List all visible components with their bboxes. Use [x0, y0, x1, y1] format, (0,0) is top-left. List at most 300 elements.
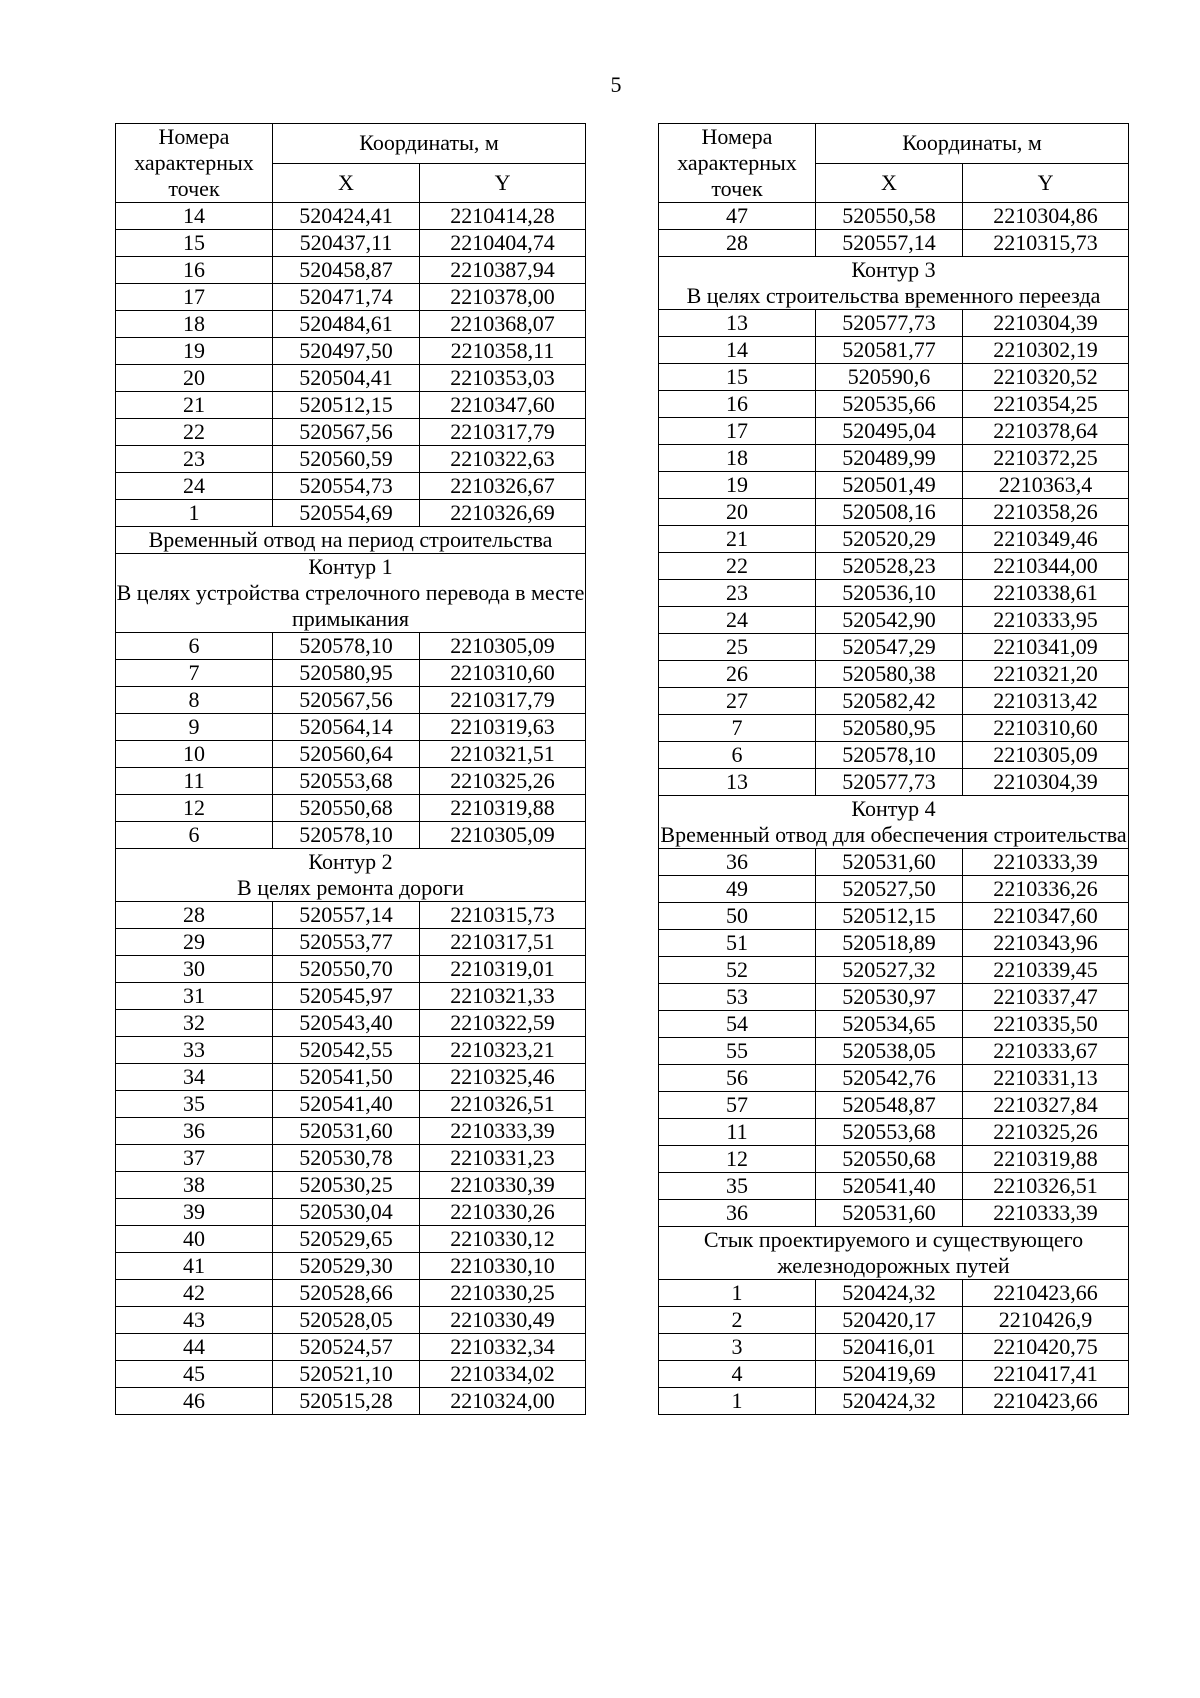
- table-row: [659, 526, 1129, 553]
- table-row: [116, 1307, 586, 1334]
- point-number-cell: 43: [116, 1307, 273, 1334]
- y-coordinate-cell: 2210325,26: [420, 768, 586, 795]
- table-row: [659, 418, 1129, 445]
- table-body-left: [116, 203, 586, 1415]
- y-coordinate-cell: 2210310,60: [420, 660, 586, 687]
- point-number-cell: 16: [116, 257, 273, 284]
- x-coordinate-cell: 520530,97: [816, 984, 963, 1011]
- header-point-numbers: Номера характерных точек: [116, 124, 273, 203]
- x-coordinate-cell: 520560,59: [273, 446, 420, 473]
- point-number-cell: 16: [659, 391, 816, 418]
- point-number-cell: 35: [116, 1091, 273, 1118]
- x-coordinate-cell: 520534,65: [816, 1011, 963, 1038]
- table-row: [659, 1388, 1129, 1415]
- y-coordinate-cell: 2210337,47: [963, 984, 1129, 1011]
- x-coordinate-cell: 520424,32: [816, 1388, 963, 1415]
- table-row: [116, 1064, 586, 1091]
- table-row: [116, 741, 586, 768]
- x-coordinate-cell: 520508,16: [816, 499, 963, 526]
- point-number-cell: 28: [659, 230, 816, 257]
- y-coordinate-cell: 2210333,67: [963, 1038, 1129, 1065]
- table-row: [116, 983, 586, 1010]
- y-coordinate-cell: 2210310,60: [963, 715, 1129, 742]
- x-coordinate-cell: 520538,05: [816, 1038, 963, 1065]
- y-coordinate-cell: 2210305,09: [420, 633, 586, 660]
- x-coordinate-cell: 520521,10: [273, 1361, 420, 1388]
- table-row: [659, 1092, 1129, 1119]
- x-coordinate-cell: 520416,01: [816, 1334, 963, 1361]
- y-coordinate-cell: 2210330,25: [420, 1280, 586, 1307]
- table-row: [116, 687, 586, 714]
- table-row: [659, 930, 1129, 957]
- point-number-cell: 36: [116, 1118, 273, 1145]
- y-coordinate-cell: 2210426,9: [963, 1307, 1129, 1334]
- table-row: [659, 445, 1129, 472]
- x-coordinate-cell: 520504,41: [273, 365, 420, 392]
- x-coordinate-cell: 520529,65: [273, 1226, 420, 1253]
- y-coordinate-cell: 2210330,12: [420, 1226, 586, 1253]
- point-number-cell: 26: [659, 661, 816, 688]
- y-coordinate-cell: 2210326,51: [963, 1173, 1129, 1200]
- table-row: [659, 364, 1129, 391]
- y-coordinate-cell: 2210325,46: [420, 1064, 586, 1091]
- table-row: [116, 1388, 586, 1415]
- point-number-cell: 4: [659, 1361, 816, 1388]
- table-body-right: [659, 203, 1129, 1415]
- point-number-cell: 8: [116, 687, 273, 714]
- y-coordinate-cell: 2210358,26: [963, 499, 1129, 526]
- point-number-cell: 40: [116, 1226, 273, 1253]
- point-number-cell: 15: [659, 364, 816, 391]
- header-y: Y: [420, 163, 586, 203]
- header-x: X: [816, 163, 963, 203]
- x-coordinate-cell: 520550,58: [816, 203, 963, 230]
- y-coordinate-cell: 2210341,09: [963, 634, 1129, 661]
- table-row: [659, 472, 1129, 499]
- point-number-cell: 27: [659, 688, 816, 715]
- point-number-cell: 14: [116, 203, 273, 230]
- point-number-cell: 36: [659, 849, 816, 876]
- table-row: [659, 499, 1129, 526]
- point-number-cell: 44: [116, 1334, 273, 1361]
- point-number-cell: 54: [659, 1011, 816, 1038]
- point-number-cell: 42: [116, 1280, 273, 1307]
- x-coordinate-cell: 520529,30: [273, 1253, 420, 1280]
- x-coordinate-cell: 520501,49: [816, 472, 963, 499]
- table-row: [659, 1280, 1129, 1307]
- y-coordinate-cell: 2210334,02: [420, 1361, 586, 1388]
- point-number-cell: 38: [116, 1172, 273, 1199]
- x-coordinate-cell: 520458,87: [273, 257, 420, 284]
- x-coordinate-cell: 520577,73: [816, 769, 963, 796]
- y-coordinate-cell: 2210349,46: [963, 526, 1129, 553]
- table-row: [116, 311, 586, 338]
- y-coordinate-cell: 2210353,03: [420, 365, 586, 392]
- point-number-cell: 21: [659, 526, 816, 553]
- table-row: [659, 876, 1129, 903]
- x-coordinate-cell: 520580,95: [816, 715, 963, 742]
- y-coordinate-cell: 2210333,39: [963, 849, 1129, 876]
- y-coordinate-cell: 2210321,33: [420, 983, 586, 1010]
- table-row: [659, 1146, 1129, 1173]
- table-row: [116, 392, 586, 419]
- point-number-cell: 31: [116, 983, 273, 1010]
- y-coordinate-cell: 2210420,75: [963, 1334, 1129, 1361]
- table-row: [659, 203, 1129, 230]
- section-row: [659, 796, 1129, 849]
- y-coordinate-cell: 2210322,63: [420, 446, 586, 473]
- y-coordinate-cell: 2210320,52: [963, 364, 1129, 391]
- point-number-cell: 1: [659, 1388, 816, 1415]
- y-coordinate-cell: 2210335,50: [963, 1011, 1129, 1038]
- table-row: [116, 1172, 586, 1199]
- y-coordinate-cell: 2210404,74: [420, 230, 586, 257]
- table-row: [659, 1011, 1129, 1038]
- x-coordinate-cell: 520420,17: [816, 1307, 963, 1334]
- x-coordinate-cell: 520554,73: [273, 473, 420, 500]
- x-coordinate-cell: 520541,50: [273, 1064, 420, 1091]
- table-row: [116, 1145, 586, 1172]
- table-row: [116, 1334, 586, 1361]
- point-number-cell: 29: [116, 929, 273, 956]
- y-coordinate-cell: 2210347,60: [420, 392, 586, 419]
- x-coordinate-cell: 520484,61: [273, 311, 420, 338]
- y-coordinate-cell: 2210330,26: [420, 1199, 586, 1226]
- point-number-cell: 9: [116, 714, 273, 741]
- x-coordinate-cell: 520545,97: [273, 983, 420, 1010]
- x-coordinate-cell: 520518,89: [816, 930, 963, 957]
- y-coordinate-cell: 2210363,4: [963, 472, 1129, 499]
- point-number-cell: 36: [659, 1200, 816, 1227]
- section-row: [116, 849, 586, 902]
- point-number-cell: 49: [659, 876, 816, 903]
- table-row: [116, 230, 586, 257]
- table-row: [659, 688, 1129, 715]
- x-coordinate-cell: 520515,28: [273, 1388, 420, 1415]
- table-row: [659, 634, 1129, 661]
- section-title: Временный отвод на период строительства: [116, 527, 586, 554]
- y-coordinate-cell: 2210343,96: [963, 930, 1129, 957]
- point-number-cell: 24: [116, 473, 273, 500]
- y-coordinate-cell: 2210330,10: [420, 1253, 586, 1280]
- point-number-cell: 14: [659, 337, 816, 364]
- x-coordinate-cell: 520550,68: [273, 795, 420, 822]
- table-row: [659, 607, 1129, 634]
- table-row: [659, 984, 1129, 1011]
- x-coordinate-cell: 520578,10: [273, 633, 420, 660]
- section-row: [116, 554, 586, 633]
- table-row: [659, 769, 1129, 796]
- point-number-cell: 23: [116, 446, 273, 473]
- y-coordinate-cell: 2210326,51: [420, 1091, 586, 1118]
- y-coordinate-cell: 2210322,59: [420, 1010, 586, 1037]
- table-row: [116, 1037, 586, 1064]
- point-number-cell: 30: [116, 956, 273, 983]
- point-number-cell: 19: [659, 472, 816, 499]
- x-coordinate-cell: 520553,68: [816, 1119, 963, 1146]
- section-row: [116, 527, 586, 554]
- point-number-cell: 2: [659, 1307, 816, 1334]
- x-coordinate-cell: 520527,50: [816, 876, 963, 903]
- point-number-cell: 35: [659, 1173, 816, 1200]
- x-coordinate-cell: 520564,14: [273, 714, 420, 741]
- x-coordinate-cell: 520567,56: [273, 419, 420, 446]
- x-coordinate-cell: 520520,29: [816, 526, 963, 553]
- x-coordinate-cell: 520531,60: [816, 849, 963, 876]
- y-coordinate-cell: 2210317,51: [420, 929, 586, 956]
- x-coordinate-cell: 520528,66: [273, 1280, 420, 1307]
- table-row: [116, 500, 586, 527]
- y-coordinate-cell: 2210324,00: [420, 1388, 586, 1415]
- point-number-cell: 32: [116, 1010, 273, 1037]
- table-row: [659, 715, 1129, 742]
- point-number-cell: 45: [116, 1361, 273, 1388]
- point-number-cell: 18: [659, 445, 816, 472]
- x-coordinate-cell: 520582,42: [816, 688, 963, 715]
- point-number-cell: 7: [659, 715, 816, 742]
- point-number-cell: 11: [116, 768, 273, 795]
- section-title: Контур 4 Временный отвод для обеспечения строительства: [660, 796, 1127, 847]
- section-title: Контур 3 В целях строительства временного переезда: [659, 257, 1129, 310]
- table-row: [659, 1119, 1129, 1146]
- x-coordinate-cell: 520471,74: [273, 284, 420, 311]
- y-coordinate-cell: 2210358,11: [420, 338, 586, 365]
- point-number-cell: 53: [659, 984, 816, 1011]
- table-row: [659, 391, 1129, 418]
- y-coordinate-cell: 2210325,26: [963, 1119, 1129, 1146]
- point-number-cell: 20: [659, 499, 816, 526]
- table-row: [659, 957, 1129, 984]
- x-coordinate-cell: 520577,73: [816, 310, 963, 337]
- x-coordinate-cell: 520553,68: [273, 768, 420, 795]
- section-title: Стык проектируемого и существующего железнодорожных путей: [659, 1227, 1129, 1280]
- section-row: [659, 1227, 1129, 1280]
- point-number-cell: 7: [116, 660, 273, 687]
- y-coordinate-cell: 2210331,13: [963, 1065, 1129, 1092]
- point-number-cell: 25: [659, 634, 816, 661]
- point-number-cell: 1: [659, 1280, 816, 1307]
- x-coordinate-cell: 520424,41: [273, 203, 420, 230]
- point-number-cell: 23: [659, 580, 816, 607]
- table-row: [116, 1280, 586, 1307]
- point-number-cell: 34: [116, 1064, 273, 1091]
- y-coordinate-cell: 2210339,45: [963, 957, 1129, 984]
- section-row: [659, 257, 1129, 310]
- y-coordinate-cell: 2210333,95: [963, 607, 1129, 634]
- x-coordinate-cell: 520578,10: [816, 742, 963, 769]
- y-coordinate-cell: 2210304,86: [963, 203, 1129, 230]
- x-coordinate-cell: 520550,70: [273, 956, 420, 983]
- section-title: Контур 2 В целях ремонта дороги: [116, 849, 586, 902]
- y-coordinate-cell: 2210332,34: [420, 1334, 586, 1361]
- table-row: [116, 929, 586, 956]
- point-number-cell: 10: [116, 741, 273, 768]
- x-coordinate-cell: 520550,68: [816, 1146, 963, 1173]
- table-row: [116, 257, 586, 284]
- table-row: [116, 795, 586, 822]
- point-number-cell: 51: [659, 930, 816, 957]
- x-coordinate-cell: 520531,60: [273, 1118, 420, 1145]
- y-coordinate-cell: 2210326,69: [420, 500, 586, 527]
- table-row: [116, 660, 586, 687]
- point-number-cell: 24: [659, 607, 816, 634]
- x-coordinate-cell: 520528,05: [273, 1307, 420, 1334]
- y-coordinate-cell: 2210333,39: [420, 1118, 586, 1145]
- y-coordinate-cell: 2210302,19: [963, 337, 1129, 364]
- table-row: [659, 1038, 1129, 1065]
- table-row: [659, 337, 1129, 364]
- x-coordinate-cell: 520512,15: [273, 392, 420, 419]
- x-coordinate-cell: 520548,87: [816, 1092, 963, 1119]
- y-coordinate-cell: 2210319,63: [420, 714, 586, 741]
- point-number-cell: 18: [116, 311, 273, 338]
- table-row: [659, 661, 1129, 688]
- x-coordinate-cell: 520424,32: [816, 1280, 963, 1307]
- table-row: [116, 1361, 586, 1388]
- point-number-cell: 19: [116, 338, 273, 365]
- y-coordinate-cell: 2210368,07: [420, 311, 586, 338]
- x-coordinate-cell: 520554,69: [273, 500, 420, 527]
- table-row: [116, 768, 586, 795]
- point-number-cell: 37: [116, 1145, 273, 1172]
- x-coordinate-cell: 520557,14: [273, 902, 420, 929]
- x-coordinate-cell: 520580,38: [816, 661, 963, 688]
- x-coordinate-cell: 520535,66: [816, 391, 963, 418]
- point-number-cell: 6: [659, 742, 816, 769]
- x-coordinate-cell: 520512,15: [816, 903, 963, 930]
- y-coordinate-cell: 2210305,09: [963, 742, 1129, 769]
- table-row: [659, 1065, 1129, 1092]
- x-coordinate-cell: 520578,10: [273, 822, 420, 849]
- header-y: Y: [963, 163, 1129, 203]
- x-coordinate-cell: 520557,14: [816, 230, 963, 257]
- point-number-cell: 50: [659, 903, 816, 930]
- point-number-cell: 56: [659, 1065, 816, 1092]
- point-number-cell: 47: [659, 203, 816, 230]
- table-row: [659, 230, 1129, 257]
- point-number-cell: 21: [116, 392, 273, 419]
- y-coordinate-cell: 2210315,73: [963, 230, 1129, 257]
- y-coordinate-cell: 2210330,39: [420, 1172, 586, 1199]
- point-number-cell: 22: [116, 419, 273, 446]
- table-row: [659, 1200, 1129, 1227]
- y-coordinate-cell: 2210319,88: [963, 1146, 1129, 1173]
- y-coordinate-cell: 2210330,49: [420, 1307, 586, 1334]
- header-point-numbers: Номера характерных точек: [659, 124, 816, 203]
- point-number-cell: 22: [659, 553, 816, 580]
- x-coordinate-cell: 520527,32: [816, 957, 963, 984]
- y-coordinate-cell: 2210414,28: [420, 203, 586, 230]
- table-row: [659, 553, 1129, 580]
- y-coordinate-cell: 2210423,66: [963, 1388, 1129, 1415]
- table-row: [659, 849, 1129, 876]
- y-coordinate-cell: 2210304,39: [963, 769, 1129, 796]
- point-number-cell: 12: [116, 795, 273, 822]
- table-row: [116, 473, 586, 500]
- table-row: [116, 1226, 586, 1253]
- y-coordinate-cell: 2210326,67: [420, 473, 586, 500]
- x-coordinate-cell: 520419,69: [816, 1361, 963, 1388]
- x-coordinate-cell: 520547,29: [816, 634, 963, 661]
- point-number-cell: 57: [659, 1092, 816, 1119]
- x-coordinate-cell: 520531,60: [816, 1200, 963, 1227]
- y-coordinate-cell: 2210347,60: [963, 903, 1129, 930]
- header-x: X: [273, 163, 420, 203]
- y-coordinate-cell: 2210378,64: [963, 418, 1129, 445]
- point-number-cell: 39: [116, 1199, 273, 1226]
- y-coordinate-cell: 2210317,79: [420, 687, 586, 714]
- point-number-cell: 33: [116, 1037, 273, 1064]
- section-title: Контур 1 В целях устройства стрелочного перевода в месте примыкания: [116, 554, 585, 631]
- x-coordinate-cell: 520553,77: [273, 929, 420, 956]
- x-coordinate-cell: 520497,50: [273, 338, 420, 365]
- x-coordinate-cell: 520542,90: [816, 607, 963, 634]
- y-coordinate-cell: 2210331,23: [420, 1145, 586, 1172]
- y-coordinate-cell: 2210319,88: [420, 795, 586, 822]
- table-row: [659, 903, 1129, 930]
- x-coordinate-cell: 520530,04: [273, 1199, 420, 1226]
- table-row: [116, 446, 586, 473]
- x-coordinate-cell: 520581,77: [816, 337, 963, 364]
- point-number-cell: 52: [659, 957, 816, 984]
- table-row: [659, 1173, 1129, 1200]
- x-coordinate-cell: 520536,10: [816, 580, 963, 607]
- x-coordinate-cell: 520543,40: [273, 1010, 420, 1037]
- y-coordinate-cell: 2210336,26: [963, 876, 1129, 903]
- x-coordinate-cell: 520590,6: [816, 364, 963, 391]
- x-coordinate-cell: 520541,40: [816, 1173, 963, 1200]
- table-row: [116, 419, 586, 446]
- table-row: [116, 1199, 586, 1226]
- table-row: [659, 1361, 1129, 1388]
- y-coordinate-cell: 2210319,01: [420, 956, 586, 983]
- y-coordinate-cell: 2210423,66: [963, 1280, 1129, 1307]
- y-coordinate-cell: 2210317,79: [420, 419, 586, 446]
- x-coordinate-cell: 520437,11: [273, 230, 420, 257]
- table-row: [659, 1307, 1129, 1334]
- table-row: [116, 902, 586, 929]
- point-number-cell: 13: [659, 769, 816, 796]
- point-number-cell: 6: [116, 822, 273, 849]
- y-coordinate-cell: 2210321,20: [963, 661, 1129, 688]
- table-row: [116, 714, 586, 741]
- coordinates-table-right: [658, 123, 1129, 1415]
- y-coordinate-cell: 2210338,61: [963, 580, 1129, 607]
- point-number-cell: 41: [116, 1253, 273, 1280]
- table-row: [116, 633, 586, 660]
- table-row: [116, 1118, 586, 1145]
- coordinates-table-left: [115, 123, 586, 1415]
- table-row: [659, 580, 1129, 607]
- y-coordinate-cell: 2210354,25: [963, 391, 1129, 418]
- y-coordinate-cell: 2210333,39: [963, 1200, 1129, 1227]
- table-row: [659, 742, 1129, 769]
- table-row: [116, 365, 586, 392]
- x-coordinate-cell: 520580,95: [273, 660, 420, 687]
- y-coordinate-cell: 2210378,00: [420, 284, 586, 311]
- table-row: [116, 1010, 586, 1037]
- point-number-cell: 20: [116, 365, 273, 392]
- point-number-cell: 6: [116, 633, 273, 660]
- x-coordinate-cell: 520530,78: [273, 1145, 420, 1172]
- y-coordinate-cell: 2210387,94: [420, 257, 586, 284]
- table-row: [659, 1334, 1129, 1361]
- point-number-cell: 13: [659, 310, 816, 337]
- table-row: [116, 284, 586, 311]
- table-row: [116, 956, 586, 983]
- point-number-cell: 55: [659, 1038, 816, 1065]
- y-coordinate-cell: 2210321,51: [420, 741, 586, 768]
